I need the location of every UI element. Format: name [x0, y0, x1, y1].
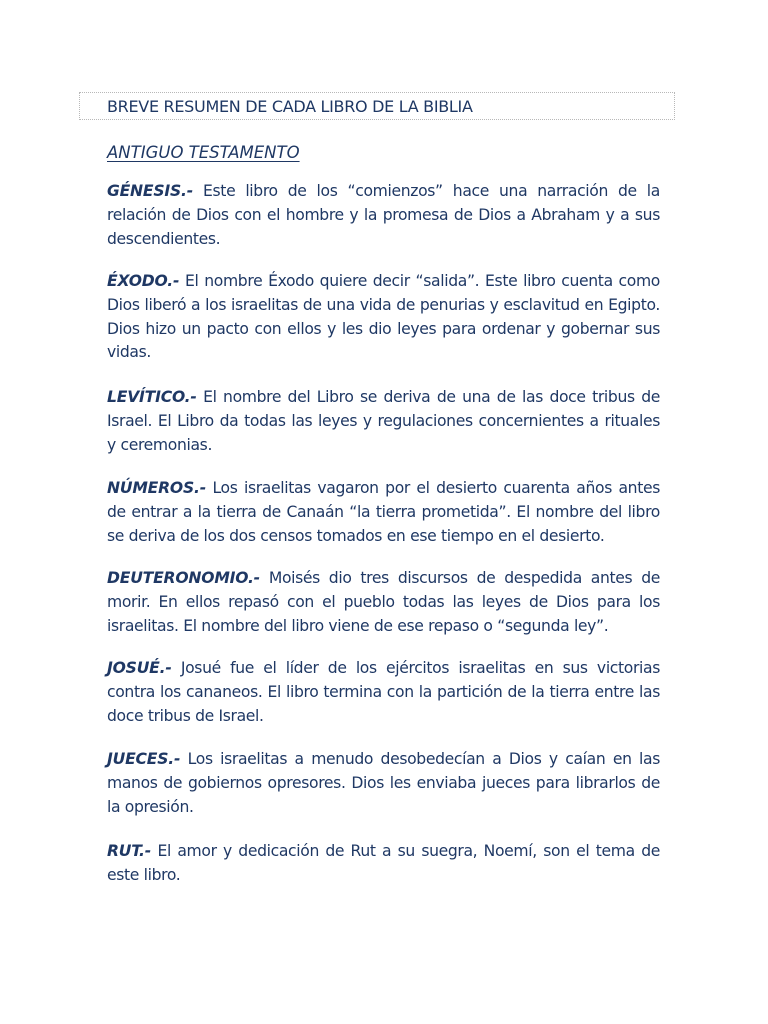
entry-description: El nombre Éxodo quiere decir “salida”. Este libro cuenta como Dios liberó a los israelitas de una vida de penurias y esclavitud en Egipto. Dios hizo un pacto con ellos y les dio leyes para ordenar y gobernar sus vidas.	[107, 272, 660, 362]
entry-josue	[107, 657, 660, 728]
entry-description: Los israelitas vagaron por el desierto cuarenta años antes de entrar a la tierra de Canaán “la tierra prometida”. El nombre del libro se deriva de los dos censos tomados en ese tiempo en el desierto.	[107, 479, 660, 545]
entry-deuteronomio	[107, 567, 660, 638]
document-title: BREVE RESUMEN DE CADA LIBRO DE LA BIBLIA	[107, 97, 473, 116]
entry-description: Este libro de los “comienzos” hace una narración de la relación de Dios con el hombre y la promesa de Dios a Abraham y a sus descendientes.	[107, 182, 660, 248]
entry-book-name: JOSUÉ.-	[107, 659, 172, 677]
entry-description: El amor y dedicación de Rut a su suegra, Noemí, son el tema de este libro.	[107, 842, 660, 884]
entry-book-name: ÉXODO.-	[107, 272, 180, 290]
entry-rut	[107, 840, 660, 888]
entry-exodo	[107, 270, 660, 365]
entry-numeros	[107, 477, 660, 548]
entry-book-name: LEVÍTICO.-	[107, 388, 197, 406]
entry-description: Josué fue el líder de los ejércitos israelitas en sus victorias contra los cananeos. El libro termina con la partición de la tierra entre las doce tribus de Israel.	[107, 659, 660, 725]
entry-genesis	[107, 180, 660, 251]
entry-jueces	[107, 748, 660, 819]
entry-description: El nombre del Libro se deriva de una de las doce tribus de Israel. El Libro da todas las leyes y regulaciones concernientes a rituales y ceremonias.	[107, 388, 660, 454]
entry-description: Moisés dio tres discursos de despedida antes de morir. En ellos repasó con el pueblo todas las leyes de Dios para los israelitas. El nombre del libro viene de ese repaso o “segunda ley”.	[107, 569, 660, 635]
section-heading: ANTIGUO TESTAMENTO	[107, 143, 300, 162]
entry-levitico	[107, 386, 660, 457]
entry-description: Los israelitas a menudo desobedecían a Dios y caían en las manos de gobiernos opresores. Dios les enviaba jueces para librarlos de la opresión.	[107, 750, 660, 816]
entry-book-name: JUECES.-	[107, 750, 181, 768]
entry-book-name: GÉNESIS.-	[107, 182, 194, 200]
entry-book-name: RUT.-	[107, 842, 152, 860]
entry-book-name: NÚMEROS.-	[107, 479, 206, 497]
entry-book-name: DEUTERONOMIO.-	[107, 569, 260, 587]
